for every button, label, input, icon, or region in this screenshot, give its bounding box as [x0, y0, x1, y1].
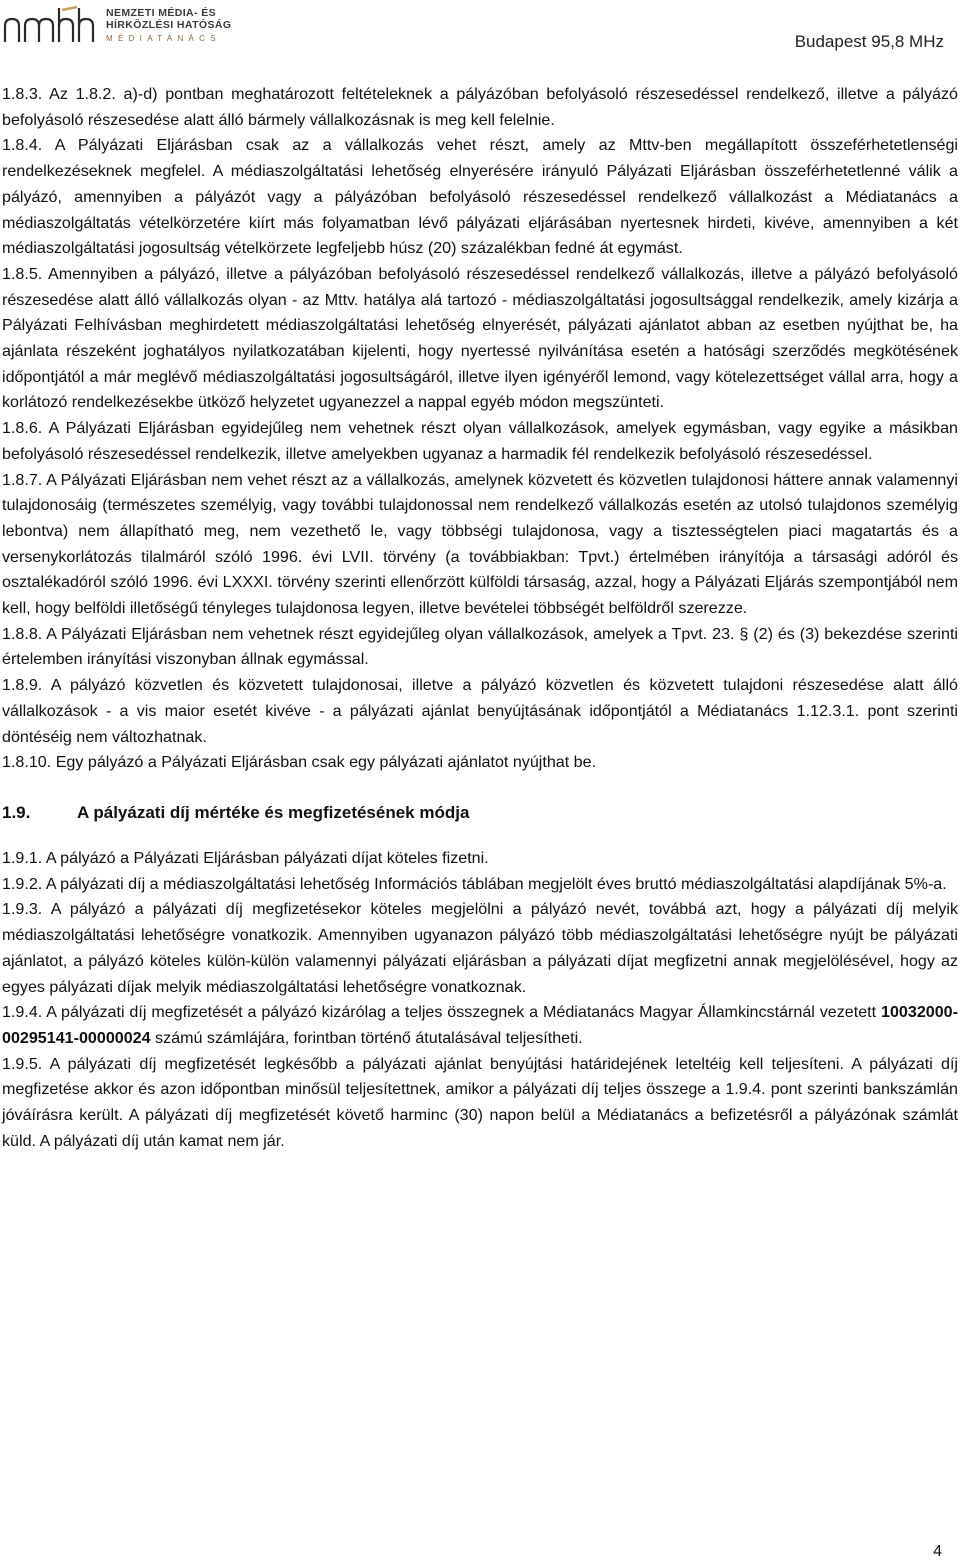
- nmhh-logo-mark-icon: [2, 4, 100, 46]
- paragraph-1-8-7: 1.8.7. A Pályázati Eljárásban nem vehet részt az a vállalkozás, amelynek közvetett és közvetlen tulajdonosi háttere annak valamennyi tulajdonosáig (természetes személyig, vagy további tulajdonossal nem rendelkező vállalkozás esetén az utolsó tulajdonos személyig lebontva) nem állapítható meg, nem vezethető le, vagy többségi tulajdonosa, vagy a tisztességtelen piaci magatartás és a versenykorlátozás tilalmáról szóló 1996. évi LVII. törvény (a továbbiakban: Tpvt.) értelmében irányítója a társasági adóról és osztalékadóról szóló 1996. évi LXXXI. törvény szerinti ellenőrzött külföldi társaság, azzal, hogy a Pályázati Eljárás szempontjából nem kell, hogy belföldi illetőségű tényleges tulajdonosa legyen, illetve bevételei többségét belföldről szerezze.: [2, 470, 958, 618]
- paragraph-1-9-4-start: 1.9.4. A pályázati díj megfizetését a pályázó kizárólag a teljes összegnek a Médiatanács Magyar Államkincstárnál vezetett: [2, 1003, 882, 1022]
- logo-line-2: HÍRKÖZLÉSI HATÓSÁG: [106, 19, 232, 31]
- paragraph-1-8-9: 1.8.9. A pályázó közvetlen és közvetett tulajdonosai, illetve a pályázó közvetlen és közvetett tulajdoni részesedése alatt álló vállalkozások - a vis maior esetét kivéve - a pályázati ajánlat benyújtásának időpontjától a Médiatanács 1.12.3.1. pont szerinti döntéséig nem változhatnak.: [2, 676, 958, 746]
- paragraph-1-8-8: 1.8.8. A Pályázati Eljárásban nem vehetnek részt egyidejűleg olyan vállalkozások, amelyek a Tpvt. 23. § (2) és (3) bekezdése szerinti értelemben irányítási viszonyban állnak egymással.: [2, 624, 958, 669]
- logo-line-1: NEMZETI MÉDIA- ÉS: [106, 7, 217, 19]
- page-header: [0, 0, 960, 62]
- nmhh-logo: [2, 4, 242, 48]
- paragraph-1-9-4-end: számú számlájára, forintban történő átutalásával teljesítheti.: [150, 1028, 583, 1047]
- bank-account-number: 10032000-00295141-00000024: [2, 1003, 958, 1047]
- paragraph-1-8-3: 1.8.3. Az 1.8.2. a)-d) pontban meghatározott feltételeknek a pályázóban befolyásoló részesedéssel rendelkező, illetve a pályázó befolyásoló részesedése alatt álló bármely vállalkozásnak is meg kell felelnie.: [2, 85, 958, 129]
- paragraph-1-9-5: 1.9.5. A pályázati díj megfizetését legkésőbb a pályázati ajánlat benyújtási határidejének leteltéig kell teljesíteni. A pályázati díj megfizetése akkor és azon időpontban minősül teljesítettnek, amikor a pályázati díj teljes összege a 1.9.4. pont szerinti bankszámlán jóváírásra került. A pályázati díj megfizetését követő harminc (30) napon belül a Médiatanács a befizetésről a pályázónak számlát küld. A pályázati díj után kamat nem jár.: [2, 1054, 958, 1150]
- paragraph-1-8-5: 1.8.5. Amennyiben a pályázó, illetve a pályázóban befolyásoló részesedéssel rendelkező vállalkozás, illetve a pályázó befolyásoló részesedése alatt álló vállalkozás olyan - az Mttv. hatálya alá tartozó - médiaszolgáltatási jogosultsággal rendelkezik, amely kizárja a Pályázati Felhívásban meghirdetett médiaszolgáltatási lehetőség elnyerését, pályázati ajánlatot abban az esetben nyújthat be, ha ajánlata részeként joghatályos nyilatkozatában kijelenti, hogy nyertessé nyilvánítása esetén a hatósági szerződés megkötésének időpontjától a már meglévő médiaszolgáltatási jogosultságáról, illetve ilyen igényéről lemond, vagy kötelezettséget vállal arra, hogy a korlátozó rendelkezésekbe ütköző helyzetet ugyanezzel a nappal egyéb módon megszünteti.: [2, 264, 958, 412]
- page-number: 4: [933, 1543, 942, 1560]
- station-label: Budapest 95,8 MHz: [794, 32, 944, 51]
- paragraph-1-9-2: 1.9.2. A pályázati díj a médiaszolgáltatási lehetőség Információs táblában megjelölt éves bruttó médiaszolgáltatási alapdíjának 5%-a.: [2, 874, 947, 893]
- logo-line-3: MÉDIATANÁCS: [106, 34, 221, 43]
- paragraph-1-8-6: 1.8.6. A Pályázati Eljárásban egyidejűleg nem vehetnek részt olyan vállalkozások, amelyek egymásban, vagy egyike a másikban befolyásoló részesedéssel rendelkezik, illetve amelyekben ugyanaz a harmadik fél rendelkezik befolyásoló részesedéssel.: [2, 419, 958, 463]
- section-title: A pályázati díj mértéke és megfizetésének módja: [77, 802, 470, 822]
- section-heading: [2, 800, 958, 826]
- document-body: [2, 82, 958, 1154]
- paragraph-1-8-4: 1.8.4. A Pályázati Eljárásban csak az a vállalkozás vehet részt, amely az Mttv-ben megállapított összeférhetetlenségi rendelkezéseknek megfelel. A médiaszolgáltatási lehetőség elnyerésére irányuló Pályázati Eljárásban összeférhetetlenné válik a pályázó, amennyiben a pályázót vagy a pályázóban befolyásoló részesedéssel rendelkező vállalkozást a Médiatanács a médiaszolgáltatás vételkörzetére kiírt más folyamatban lévő pályázati eljárásában nyertesnek hirdeti, kivéve, amennyiben a két médiaszolgáltatási jogosultság vételkörzete legfeljebb húsz (20) százalékban fedné át egymást.: [2, 136, 958, 258]
- paragraph-1-8-10: 1.8.10. Egy pályázó a Pályázati Eljárásban csak egy pályázati ajánlatot nyújthat be.: [2, 753, 597, 772]
- paragraph-1-9-4: [2, 1000, 958, 1051]
- paragraph-1-9-3: 1.9.3. A pályázó a pályázati díj megfizetésekor köteles megjelölni a pályázó nevét, továbbá azt, hogy a pályázati díj melyik médiaszolgáltatási lehetőségre vonatkozik. Amennyiben ugyanazon pályázó több médiaszolgáltatási lehetőségre nyújt be pályázati ajánlatot, a pályázó köteles külön-külön valamennyi pályázati eljárásban a pályázati díjat megfizetni annak megjelölésével, hogy az egyes pályázati díjak melyik médiaszolgáltatási lehetőségre vonatkoznak.: [2, 900, 958, 996]
- paragraph-1-9-1: 1.9.1. A pályázó a Pályázati Eljárásban pályázati díjat köteles fizetni.: [2, 848, 489, 867]
- section-number: 1.9.: [2, 802, 31, 822]
